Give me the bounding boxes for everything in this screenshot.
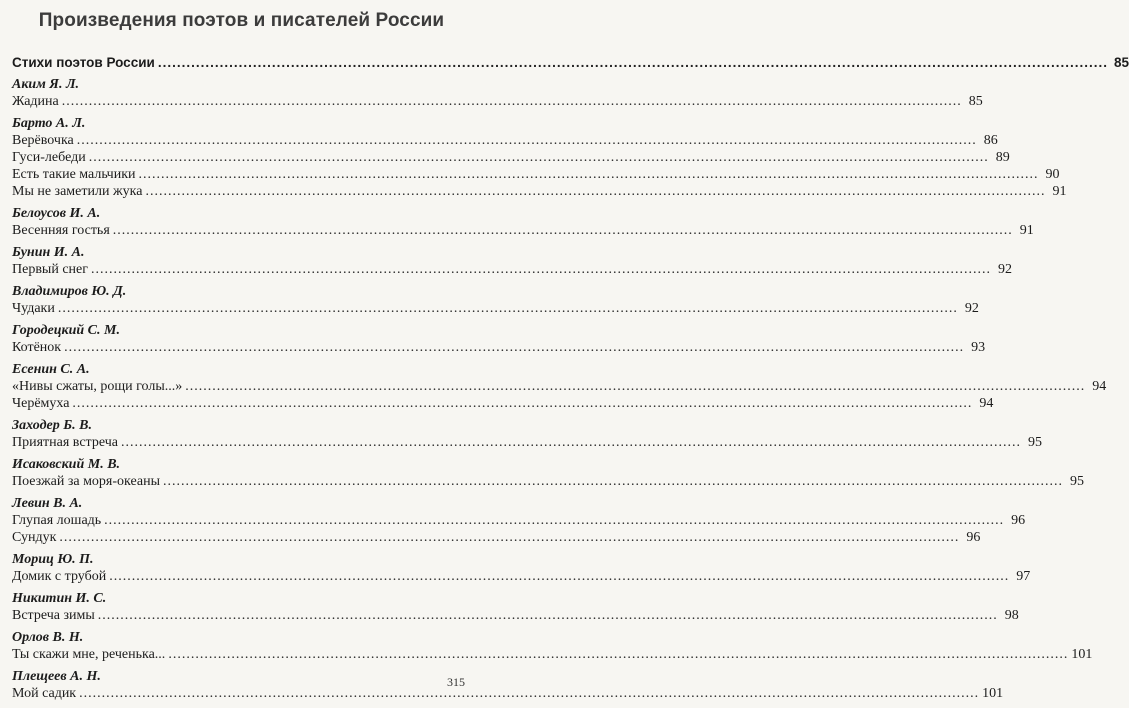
- toc-entry: [12, 339, 986, 356]
- toc-entry: [12, 529, 981, 546]
- section-title: Стихи поэтов России: [12, 55, 155, 70]
- work-title: Жадина: [12, 94, 59, 109]
- work-page-number: 92: [964, 301, 979, 316]
- toc-entry: [12, 607, 1019, 624]
- work-title: Первый снег: [12, 262, 88, 277]
- toc-entry: [12, 568, 1031, 585]
- author-name: Никитин И. С.: [12, 591, 107, 606]
- author-name: Белоусов И. А.: [12, 206, 101, 221]
- author-group: [12, 496, 1026, 546]
- work-page-number: 91: [1052, 184, 1067, 199]
- leader-dots: ........................................................................................................................................................................................................: [185, 379, 1086, 394]
- toc-entry: [12, 473, 1084, 490]
- section-heading: [12, 54, 1129, 71]
- leader-dots: ........................................................................................................................................................................................................: [104, 513, 1005, 528]
- work-title: Поезжай за моря-океаны: [12, 474, 160, 489]
- work-page-number: 96: [966, 530, 981, 545]
- leader-dots: ........................................................................................................................................................................................................: [120, 435, 1021, 450]
- work-page-number: 94: [1092, 379, 1107, 394]
- toc-entry: [12, 93, 983, 110]
- toc-entry: [12, 183, 1067, 200]
- toc-entry: [12, 149, 1010, 166]
- author-group: [12, 418, 1042, 451]
- work-title: Домик с трубой: [12, 569, 107, 584]
- author-group: [12, 457, 1084, 490]
- leader-dots: ........................................................................................................................................................................................................: [76, 133, 977, 148]
- author-name: Аким Я. Л.: [12, 77, 80, 92]
- work-title: Верёвочка: [12, 133, 74, 148]
- work-page-number: 98: [1004, 608, 1019, 623]
- work-title: Есть такие мальчики: [12, 167, 136, 182]
- toc-entry: [12, 395, 994, 412]
- author-name: Бунин И. А.: [12, 245, 85, 260]
- leader-dots: ........................................................................................................................................................................................................: [157, 55, 1108, 70]
- toc-entry: [12, 512, 1026, 529]
- work-page-number: 101: [1071, 647, 1093, 662]
- toc-entry: [12, 646, 1093, 663]
- author-group: [12, 323, 986, 356]
- leader-dots: ........................................................................................................................................................................................................: [168, 647, 1069, 662]
- work-title: Встреча зимы: [12, 608, 95, 623]
- work-title: Чудаки: [12, 301, 55, 316]
- work-title: Сундук: [12, 530, 57, 545]
- page-title: Произведения поэтов и писателей России: [38, 10, 445, 31]
- toc-entry: [12, 434, 1042, 451]
- leader-dots: ........................................................................................................................................................................................................: [145, 184, 1046, 199]
- author-name: Орлов В. Н.: [12, 630, 84, 645]
- work-title: Котёнок: [12, 340, 62, 355]
- leader-dots: ........................................................................................................................................................................................................: [162, 474, 1063, 489]
- work-title: Приятная встреча: [12, 435, 118, 450]
- author-name: Барто А. Л.: [12, 116, 86, 131]
- work-page-number: 90: [1045, 167, 1060, 182]
- work-page-number: 89: [995, 150, 1010, 165]
- author-group: [12, 552, 1031, 585]
- work-title: Гуси-лебеди: [12, 150, 86, 165]
- work-title: Мой садик: [12, 686, 77, 701]
- work-page-number: 92: [998, 262, 1012, 277]
- toc-entry: [12, 685, 1004, 702]
- work-title: Мы не заметили жука: [12, 184, 143, 199]
- leader-dots: ........................................................................................................................................................................................................: [109, 569, 1010, 584]
- work-page-number: 86: [983, 133, 998, 148]
- work-page-number: 95: [1027, 435, 1042, 450]
- work-page-number: 96: [1011, 513, 1026, 528]
- toc-entry: [12, 132, 998, 149]
- leader-dots: ........................................................................................................................................................................................................: [72, 396, 973, 411]
- toc-entry: [12, 300, 979, 317]
- toc-entry: [12, 222, 1034, 239]
- work-page-number: 97: [1016, 569, 1031, 584]
- work-page-number: 95: [1069, 474, 1084, 489]
- author-group: [12, 284, 979, 317]
- work-page-number: 91: [1019, 223, 1034, 238]
- author-group: [12, 630, 1093, 663]
- work-page-number: 93: [971, 340, 986, 355]
- leader-dots: ........................................................................................................................................................................................................: [112, 223, 1013, 238]
- author-group: [12, 362, 1107, 412]
- work-page-number: 94: [979, 396, 994, 411]
- author-name: Есенин С. А.: [12, 362, 90, 377]
- author-name: Мориц Ю. П.: [12, 552, 94, 567]
- leader-dots: ........................................................................................................................................................................................................: [91, 262, 991, 277]
- toc-entry: [12, 378, 1107, 395]
- leader-dots: ........................................................................................................................................................................................................: [88, 150, 989, 165]
- author-name: Плещеев А. Н.: [12, 669, 101, 684]
- author-name: Городецкий С. М.: [12, 323, 120, 338]
- leader-dots: ........................................................................................................................................................................................................: [79, 686, 980, 701]
- leader-dots: ........................................................................................................................................................................................................: [61, 94, 962, 109]
- author-name: Владимиров Ю. Д.: [12, 284, 127, 299]
- leader-dots: ........................................................................................................................................................................................................: [138, 167, 1039, 182]
- author-group: [12, 116, 1067, 200]
- author-group: [12, 206, 1034, 239]
- author-group: [12, 77, 983, 110]
- work-title: Ты скажи мне, реченька...: [12, 647, 166, 662]
- work-page-number: 101: [982, 686, 1004, 701]
- work-title: Черёмуха: [12, 396, 70, 411]
- author-group: [12, 245, 1012, 278]
- work-title: «Нивы сжаты, рощи голы...»: [12, 379, 183, 394]
- leader-dots: ........................................................................................................................................................................................................: [59, 530, 960, 545]
- leader-dots: ........................................................................................................................................................................................................: [64, 340, 965, 355]
- work-title: Весенняя гостья: [12, 223, 110, 238]
- section-page-number: 85: [1113, 55, 1129, 70]
- author-group: [12, 591, 1019, 624]
- author-name: Заходер Б. В.: [12, 418, 92, 433]
- page-number: 315: [447, 675, 465, 689]
- toc-entry: [12, 166, 1060, 183]
- author-name: Исаковский М. В.: [12, 457, 121, 472]
- toc-entry: [12, 261, 1012, 278]
- work-title: Глупая лошадь: [12, 513, 102, 528]
- work-page-number: 85: [968, 94, 983, 109]
- leader-dots: ........................................................................................................................................................................................................: [97, 608, 998, 623]
- author-name: Левин В. А.: [12, 496, 83, 511]
- leader-dots: ........................................................................................................................................................................................................: [57, 301, 958, 316]
